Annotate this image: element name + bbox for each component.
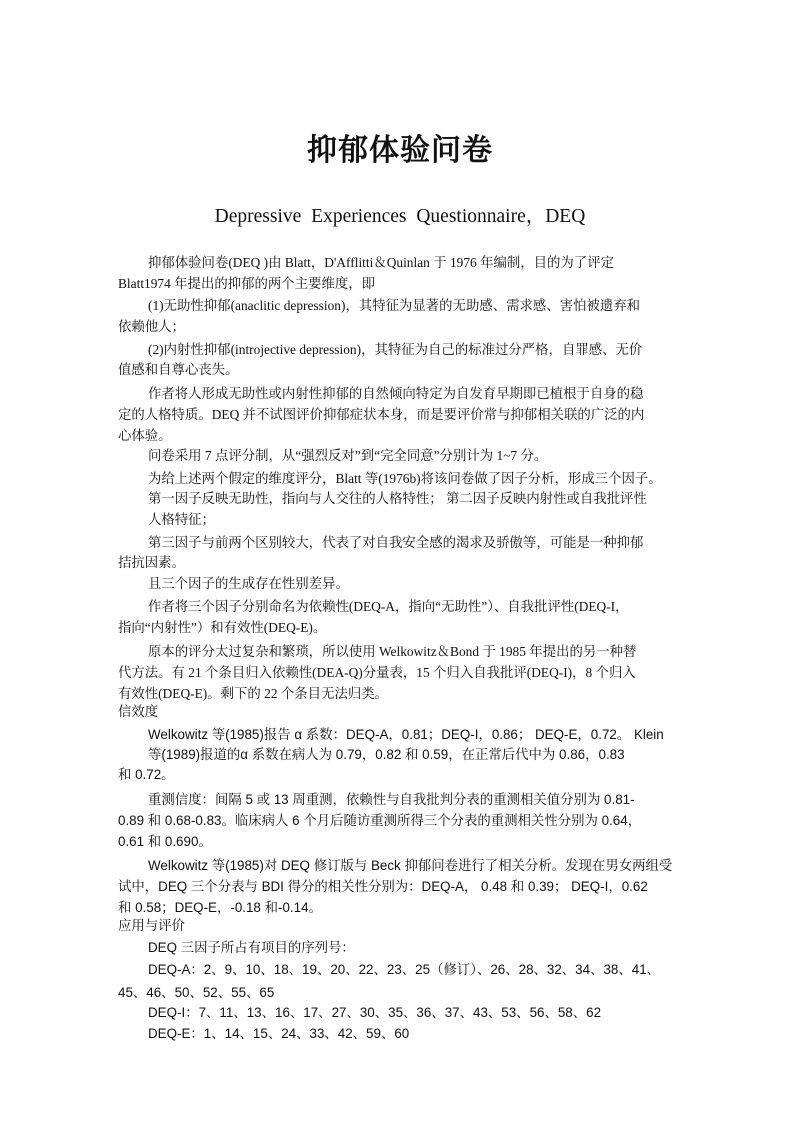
text-line: Blatt1974 年提出的抑郁的两个主要维度，即 bbox=[118, 276, 376, 291]
text-line: 代方法。有 21 个条目归入依赖性(DEA-Q)分量表，15 个归入自我批评(DEQ-I)，8 个归入 bbox=[118, 665, 636, 680]
text-line: 第三因子与前两个区别较大，代表了对自我安全感的渴求及骄傲等，可能是一种抑郁 bbox=[148, 535, 644, 550]
factor-analysis-paragraph: 为给上述两个假定的维度评分，Blatt 等(1976b)将该问卷做了因子分析，形成三个因子。 bbox=[148, 471, 662, 486]
gender-paragraph: 且三个因子的生成存在性别差异。 bbox=[148, 576, 349, 591]
document-title: 抑郁体验问卷 bbox=[307, 133, 493, 168]
text-line: 原本的评分太过复杂和繁琐，所以使用 Welkowitz＆Bond 于 1985 年提出的另一种替 bbox=[148, 644, 637, 659]
text-line: 和 0.58；DEQ-E，-0.18 和-0.14。 bbox=[118, 900, 322, 915]
text-line: 人格特征； bbox=[148, 512, 215, 527]
text-line: 有效性(DEQ-E)。剩下的 22 个条目无法归类。 bbox=[118, 686, 389, 701]
text-line: Welkowitz 等(1985)报告 α 系数：DEQ-A，0.81；DEQ-I，0.86； DEQ-E，0.72。 Klein bbox=[148, 727, 664, 742]
text-line: 心体验。 bbox=[118, 428, 172, 443]
reliability-heading: 信效度 bbox=[118, 704, 159, 719]
text-line: (1)无助性抑郁(anaclitic depression)，其特征为显著的无助感、需求感、害怕被遗弃和 bbox=[148, 298, 641, 313]
text-line: 和 0.72。 bbox=[118, 767, 175, 782]
text-line: 作者将人形成无助性或内射性抑郁的自然倾向特定为自发育早期即已植根于自身的稳 bbox=[148, 386, 644, 401]
text-line: 值感和自尊心丧失。 bbox=[118, 362, 239, 377]
text-line: 第一因子反映无助性，指向与人交往的人格特性； 第二因子反映内射性或自我批评性 bbox=[148, 491, 647, 506]
text-line: (2)内射性抑郁(introjective depression)，其特征为自己的标准过分严格，自罪感、无价 bbox=[148, 342, 643, 357]
text-line: 抑郁体验问卷(DEQ )由 Blatt，D'Afflitti＆Quinlan 于 1976 年编制，目的为了评定 bbox=[148, 255, 614, 270]
text-line: 0.61 和 0.690。 bbox=[118, 834, 212, 849]
deq-e-items: DEQ-E：1、14、15、24、33、42、59、60 bbox=[148, 1026, 410, 1041]
text-line: 拮抗因素。 bbox=[118, 555, 185, 570]
text-line: 重测信度：间隔 5 或 13 周重测，依赖性与自我批判分表的重测相关值分别为 0.81- bbox=[148, 792, 635, 807]
text-line: 定的人格特质。DEQ 并不试图评价抑郁症状本身，而是要评价常与抑郁相关联的广泛的内 bbox=[118, 407, 645, 422]
text-line: 指向“内射性”）和有效性(DEQ-E)。 bbox=[118, 620, 327, 635]
text-line: 0.89 和 0.68-0.83。临床病人 6 个月后随访重测所得三个分表的重测相关性分别为 0.64， bbox=[118, 813, 642, 828]
text-line: 依赖他人； bbox=[118, 319, 185, 334]
scoring-paragraph: 问卷采用 7 点评分制，从“强烈反对”到“完全同意”分别计为 1~7 分。 bbox=[148, 448, 548, 463]
deq-i-items: DEQ-I：7、11、13、16、17、27、30、35、36、37、43、53、56、58、62 bbox=[148, 1005, 602, 1020]
application-heading: 应用与评价 bbox=[118, 918, 185, 933]
text-line: 试中，DEQ 三个分表与 BDI 得分的相关性分别为：DEQ-A， 0.48 和 0.39； DEQ-I，0.62 bbox=[118, 879, 648, 894]
text-line: DEQ-A：2、9、10、18、19、20、22、23、25（修订）、26、28、32、34、38、41、 bbox=[148, 962, 661, 977]
text-line: 作者将三个因子分别命名为依赖性(DEQ-A，指向“无助性”）、自我批评性(DEQ-I， bbox=[148, 599, 629, 614]
text-line: 等(1989)报道的α 系数在病人为 0.79，0.82 和 0.59，在正常后代中为 0.86，0.83 bbox=[148, 747, 625, 762]
text-line: Welkowitz 等(1985)对 DEQ 修订版与 Beck 抑郁问卷进行了相关分析。发现在男女两组受 bbox=[148, 858, 673, 873]
text-line: 45、46、50、52、55、65 bbox=[118, 985, 275, 1000]
document-subtitle: Depressive Experiences Questionnaire，DEQ bbox=[214, 206, 586, 227]
items-intro: DEQ 三因子所占有项目的序列号： bbox=[148, 940, 355, 955]
